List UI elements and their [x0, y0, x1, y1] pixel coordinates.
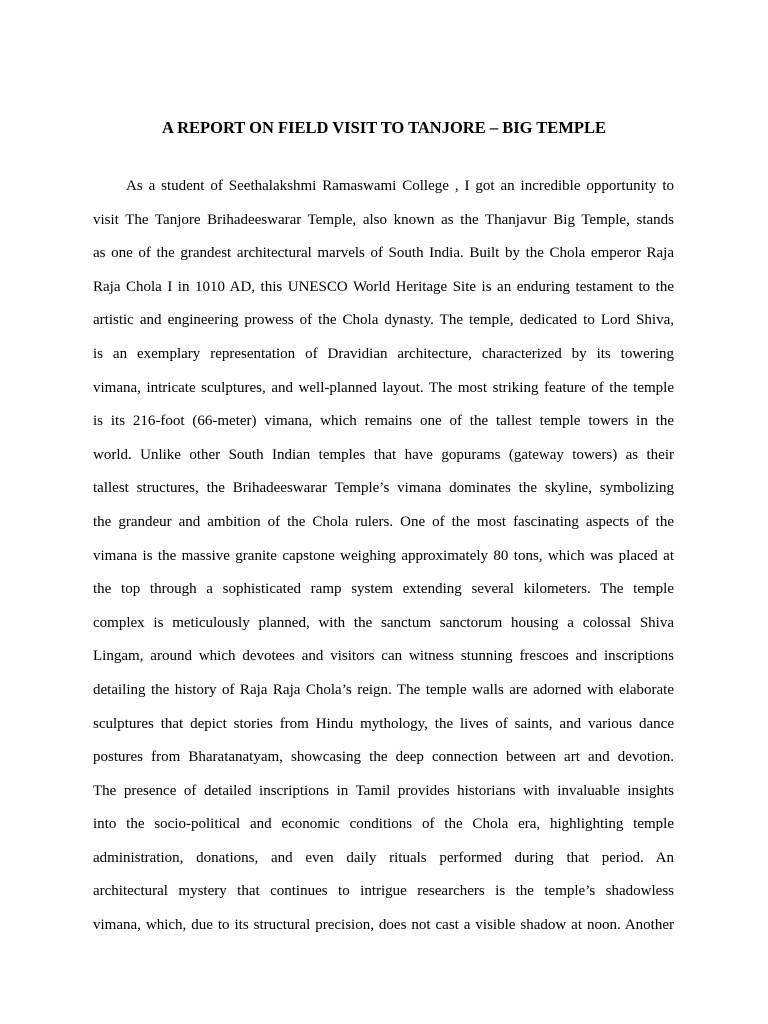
document-title: A REPORT ON FIELD VISIT TO TANJORE – BIG TEMPLE	[162, 118, 606, 137]
paragraph-line: is its 216-foot (66-meter) vimana, which remains one of the tallest temple towers in the	[93, 413, 674, 430]
paragraph-line: Lingam, around which devotees and visitors can witness stunning frescoes and inscriptions	[93, 648, 674, 665]
paragraph-line: as one of the grandest architectural marvels of South India. Built by the Chola emperor Raja	[93, 245, 674, 262]
paragraph-line: vimana is the massive granite capstone weighing approximately 80 tons, which was placed at	[93, 547, 674, 564]
paragraph-line: world. Unlike other South Indian temples that have gopurams (gateway towers) as their	[93, 446, 674, 463]
paragraph-line: architectural mystery that continues to intrigue researchers is the temple’s shadowless	[93, 883, 674, 900]
paragraph-line: is an exemplary representation of Dravidian architecture, characterized by its towering	[93, 345, 674, 362]
paragraph-line: vimana, which, due to its structural precision, does not cast a visible shadow at noon. Another	[93, 917, 674, 934]
paragraph-line: vimana, intricate sculptures, and well-planned layout. The most striking feature of the temple	[93, 379, 674, 396]
paragraph-line: into the socio-political and economic conditions of the Chola era, highlighting temple	[93, 816, 674, 833]
paragraph-line: postures from Bharatanatyam, showcasing the deep connection between art and devotion.	[93, 749, 674, 766]
paragraph-line: complex is meticulously planned, with the sanctum sanctorum housing a colossal Shiva	[93, 614, 674, 631]
paragraph-line: administration, donations, and even daily rituals performed during that period. An	[93, 849, 674, 866]
paragraph-line: tallest structures, the Brihadeeswarar Temple’s vimana dominates the skyline, symbolizing	[93, 480, 674, 497]
paragraph-line: The presence of detailed inscriptions in Tamil provides historians with invaluable insights	[93, 782, 674, 799]
paragraph-line: Raja Chola I in 1010 AD, this UNESCO World Heritage Site is an enduring testament to the	[93, 278, 674, 295]
paragraph-line: the grandeur and ambition of the Chola rulers. One of the most fascinating aspects of the	[93, 513, 674, 530]
body-paragraph	[93, 174, 674, 947]
paragraph-line: As a student of Seethalakshmi Ramaswami College , I got an incredible opportunity to	[126, 178, 674, 194]
paragraph-line: the top through a sophisticated ramp system extending several kilometers. The temple	[93, 581, 674, 598]
paragraph-line: visit The Tanjore Brihadeeswarar Temple, also known as the Thanjavur Big Temple, stands	[93, 211, 674, 228]
paragraph-line: artistic and engineering prowess of the Chola dynasty. The temple, dedicated to Lord Shiva,	[93, 312, 674, 329]
paragraph-line: detailing the history of Raja Raja Chola’s reign. The temple walls are adorned with elaborate	[93, 681, 674, 698]
paragraph-line: sculptures that depict stories from Hindu mythology, the lives of saints, and various dance	[93, 715, 674, 732]
